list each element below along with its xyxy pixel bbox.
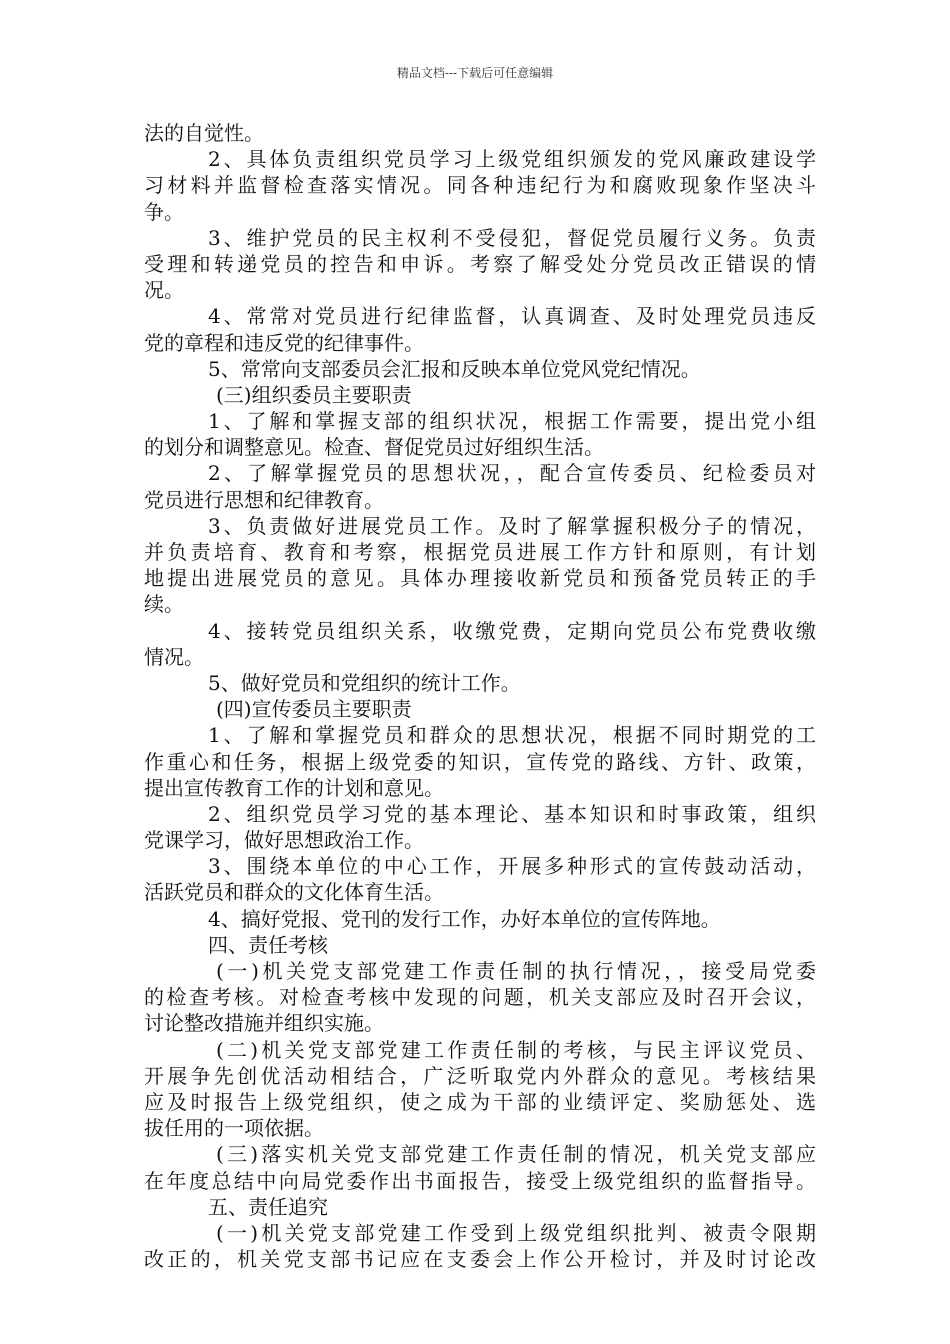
- text-line: 讨论整改措施并组织实施。: [144, 1011, 384, 1036]
- text-line: 开展争先创优活动相结合，广泛听取党内外群众的意见。考核结果: [144, 1063, 816, 1088]
- text-line: 1、了解和掌握党员和群众的思想状况，根据不同时期党的工: [208, 723, 816, 748]
- text-line: 3、围绕本单位的中心工作，开展多种形式的宣传鼓动活动，: [208, 854, 816, 879]
- text-line: 2、组织党员学习党的基本理论、基本知识和时事政策，组织: [208, 801, 816, 826]
- text-line: 活跃党员和群众的文化体育生活。: [144, 880, 444, 905]
- text-line: 改正的，机关党支部书记应在支委会上作公开检讨，并及时讨论改: [144, 1247, 816, 1272]
- text-line: 争。: [144, 199, 184, 224]
- text-line: 习材料并监督检查落实情况。同各种违纪行为和腐败现象作坚决斗: [144, 173, 816, 198]
- text-line: (三)组织委员主要职责: [216, 382, 412, 407]
- text-line: 4、搞好党报、党刊的发行工作，办好本单位的宣传阵地。: [208, 906, 721, 931]
- text-line: 2、具体负责组织党员学习上级党组织颁发的党风廉政建设学: [208, 147, 816, 172]
- text-line: 1、了解和掌握支部的组织状况，根据工作需要，提出党小组: [208, 409, 816, 434]
- text-line: 党课学习，做好思想政治工作。: [144, 828, 424, 853]
- text-line: 五、责任追究: [208, 1194, 328, 1219]
- text-line: 5、常常向支部委员会汇报和反映本单位党风党纪情况。: [208, 356, 701, 381]
- text-line: 4、常常对党员进行纪律监督，认真调查、及时处理党员违反: [208, 304, 816, 329]
- text-line: 拔任用的一项依据。: [144, 1116, 324, 1141]
- text-line: 提出宣传教育工作的计划和意见。: [144, 775, 444, 800]
- text-line: 的检查考核。对检查考核中发现的问题，机关支部应及时召开会议，: [144, 985, 816, 1010]
- text-line: (四)宣传委员主要职责: [216, 697, 412, 722]
- text-line: 4、接转党员组织关系，收缴党费，定期向党员公布党费收缴: [208, 618, 816, 643]
- text-line: 续。: [144, 592, 184, 617]
- text-line: 应及时报告上级党组织，使之成为干部的业绩评定、奖励惩处、选: [144, 1089, 816, 1114]
- text-line: 党员进行思想和纪律教育。: [144, 487, 384, 512]
- text-line: 法的自觉性。: [144, 121, 264, 145]
- text-line: 3、维护党员的民主权利不受侵犯，督促党员履行义务。负责: [208, 225, 816, 250]
- text-line: (三)落实机关党支部党建工作责任制的情况，机关党支部应: [216, 1142, 816, 1167]
- text-line: (一)机关党支部党建工作受到上级党组织批判、被责令限期: [216, 1220, 816, 1245]
- text-line: 受理和转递党员的控告和申诉。考察了解受处分党员改正错误的情: [144, 251, 816, 276]
- text-line: 并负责培育、教育和考察，根据党员进展工作方针和原则，有计划: [144, 540, 816, 564]
- document-body: [144, 120, 816, 1272]
- text-line: (一)机关党支部党建工作责任制的执行情况，，接受局党委: [216, 959, 816, 983]
- text-line: 在年度总结中向局党委作出书面报告，接受上级党组织的监督指导。: [144, 1168, 816, 1193]
- text-line: (二)机关党支部党建工作责任制的考核，与民主评议党员、: [216, 1037, 816, 1062]
- text-line: 情况。: [144, 644, 204, 669]
- text-line: 的划分和调整意见。检查、督促党员过好组织生活。: [144, 435, 604, 460]
- text-line: 况。: [144, 278, 184, 303]
- text-line: 3、负责做好进展党员工作。及时了解掌握积极分子的情况，: [208, 513, 816, 538]
- text-line: 党的章程和违反党的纪律事件。: [144, 330, 424, 355]
- text-line: 地提出进展党员的意见。具体办理接收新党员和预备党员转正的手: [144, 566, 816, 591]
- page-header: 精品文档---下载后可任意编辑: [396, 66, 554, 80]
- text-line: 作重心和任务，根据上级党委的知识，宣传党的路线、方针、政策，: [144, 749, 816, 774]
- text-line: 5、做好党员和党组织的统计工作。: [208, 670, 521, 695]
- text-line: 四、责任考核: [208, 932, 328, 957]
- text-line: 2、了解掌握党员的思想状况，，配合宣传委员、纪检委员对: [208, 461, 816, 486]
